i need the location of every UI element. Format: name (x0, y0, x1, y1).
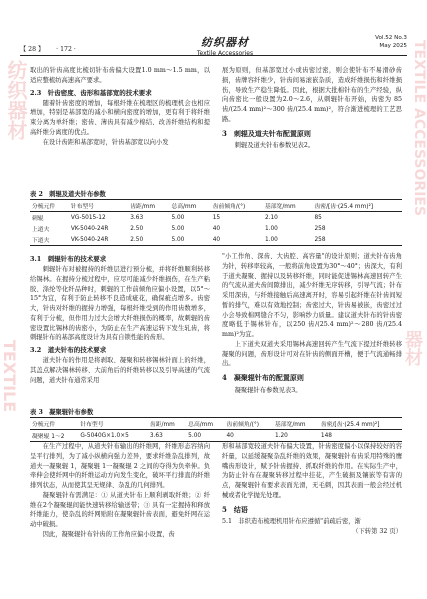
col-header: 基部宽/mm (263, 200, 313, 212)
cell: VK-5040-24R (69, 234, 128, 246)
section-heading-3-1: 3.1 刺辊针布的技术要求 (30, 255, 107, 263)
issue-info (375, 34, 407, 51)
col-header: 基部宽/mm (273, 418, 319, 430)
table-row (30, 234, 402, 246)
table-row (30, 212, 402, 224)
col-header: 齿距/mm (128, 200, 169, 212)
table-2-caption: 表 2 刺辊及道夫针布参数 (30, 191, 106, 198)
page-number-block (20, 44, 76, 53)
paragraph: 上下道夫双道夫采用锡林高速回转产生气流下提过纤维转移凝聚的问题，齿形设计可对在针齿的侧面开槽，便于气流通畅排出。 (222, 340, 402, 368)
cell: 1.00 (263, 234, 313, 246)
cell: 85 (314, 214, 322, 221)
lower-right-column (222, 442, 402, 537)
middle-left-column (30, 252, 210, 385)
journal-logo: 纺织器材 (201, 36, 249, 49)
page-left: 【 28 】 (20, 46, 45, 53)
section-heading-3: 3 刺辊及道夫针布配置原则 (222, 128, 311, 138)
lower-left-column (30, 442, 210, 540)
cell: 上道夫 (32, 227, 50, 233)
cell: 40 (211, 234, 263, 246)
paragraph: 取出的针齿高度比梳切针布齿偏大设置1.0 mm～1.5 mm，以适应整梳纺高速高产要求。 (30, 67, 210, 84)
col-header: 总高/mm (169, 200, 210, 212)
table-row (30, 223, 402, 234)
paragraph: "小工作角、深齿、大齿腔、高容量"的设计原则；道夫针布齿角为针，转移率较高，一般将前角设置为30°～40°；齿深大，有利于道夫凝聚、握持以及转移纤维，同时能促进锡林高速回转产生的气流从道夫齿间隙排出，减少纤维无序转移，引导气流；针布采用深齿，与纤维接触后高速离开时，容易引起纤维在针齿间短暂的排气，难以有效地控制；齿密过大，针齿易被嵌，齿密过过小会导致棉网缝合不匀，影响纱力质量。建议道夫针布的针齿密度略低于锡林针布，以250 齿/(25.4 mm)²～280 齿/(25.4 mm)²为宜。 (222, 253, 402, 338)
upper-left-column (30, 66, 210, 147)
col-header: 针布型号 (69, 200, 128, 212)
paragraph: 5.1 非织造布梳理机用针布应遵循"前疏后密，渐 (222, 518, 361, 526)
cell: 5.00 (186, 430, 224, 442)
col-header: 齿距/mm (148, 418, 186, 430)
col-header: 分梳元件 (30, 200, 69, 212)
cell: 2.50 (130, 225, 144, 232)
paragraph: 展为原则，但基部宽过小或齿密过密，则会使针布不易滑砂齿损，齿牌容纤维少，针齿间易滚嵌杂质，造成纤维损伤和纤维损伤，导致生产稳生降低。因此，根据大批棉针布的生产经验，纵向齿密比一般设置为2.0～2.6，从刺辊针布开始，齿密为 85 齿/(25.4 mm)²～300 齿/(25.4 mm)²，符合渐进梳理的工艺思路。 (222, 67, 402, 123)
cell: 2.50 (128, 234, 169, 246)
continued-note: （下转第 32 页） (352, 528, 402, 536)
cell: 下道夫 (30, 234, 69, 246)
table-row (30, 430, 402, 442)
table-header-row (30, 200, 402, 212)
issue-date: May 2025 (379, 43, 407, 50)
table-2 (30, 199, 402, 246)
cell: 40 (224, 430, 273, 442)
section-heading-4: 4 凝聚辊针布的配置原则 (222, 373, 304, 382)
cell: 1.20 (273, 430, 319, 442)
table-3-caption: 表 3 凝聚辊针布参数 (30, 409, 94, 416)
col-header: 针布型号 (78, 418, 148, 430)
paragraph: 在设计齿距和基部宽时，针齿基部宽以向小发 (42, 138, 169, 146)
paragraph: 刺辊针布对被握持的纤维层进行预分梳，并将纤维顺利转移给锡林。在握持分梳过程中，应尽可能减少纤维损伤，在生产粘胶、涤纶等化纤品种时，刺辊的工作前倾角应偏小设置，以5°～15°为宜，有利于防止转移不良造成疵花，确保疵点增多。齿密大，针齿对纤维的握持力增强，每根纤维受到的作用齿数增多，有利于分梳，但作用力过大会增大纤维损伤的概率，故刺辊的齿密设置比锡林的齿密小，为防止在生产高速运转下发生轧齿，将刺辊针布的基部高度设计为具有自锁性能的齿形。 (30, 266, 210, 342)
page-num: · 172 · (56, 46, 76, 53)
cell: 5.00 (171, 214, 185, 221)
cell: G-5040G×1.0×5 (78, 430, 148, 442)
col-header: 齿前倾角/(°) (211, 200, 263, 212)
volume: Vol.52 (375, 35, 393, 41)
table-3 (30, 417, 402, 442)
cell: 3.63 (130, 214, 144, 221)
header-rule (20, 55, 407, 56)
cell: 凝聚辊 1～2 (30, 430, 78, 442)
cell: VK-5040-24R (70, 225, 109, 232)
cell: 148 (319, 430, 402, 442)
page-header (20, 4, 407, 57)
journal-en: Textile Accessories (196, 50, 254, 57)
watermark-left-top: 纺织器材 (4, 60, 28, 140)
paragraph: 刺辊及道夫针布参数见表2。 (234, 142, 315, 150)
issue-no: No.3 (394, 35, 407, 41)
journal-title (170, 34, 280, 57)
cell: 5.00 (169, 234, 210, 246)
cell: 15 (212, 214, 221, 221)
cell: 40 (212, 225, 221, 232)
cell: VG-5015-12 (70, 214, 106, 221)
section-heading-2-3: 2.3 针齿密度、齿形和基部宽的技术要求 (30, 88, 152, 97)
col-header: 齿密/[齿·(25.4 mm)²] (319, 418, 402, 430)
cell: 刺辊 (32, 216, 44, 222)
col-header: 分梳元件 (30, 418, 78, 430)
col-header: 齿前倾角/(°) (224, 418, 273, 430)
paragraph: 形和基部宽较道夫针布偏大设置，针齿密度偏小以保持较好的容纤量，以延缓凝聚杂乱纤维的效果，凝聚辊针布齿采用特殊的鹰嘴齿形设计，赋予针齿握持、抓取纤维的作用。在实际生产中，为防止针布在凝聚转移过程中挂花，产生破损及镶嵌等有害的点，凝聚辊针布要求表面光滑，无毛刺，因其表面一般会经过机械或者化学抛光处理。 (222, 443, 402, 499)
cell: 1.00 (264, 225, 278, 232)
section-heading-3-2: 3.2 道夫针布的技术要求 (30, 346, 107, 355)
paragraph: 凝聚辊针布需满足：① 从道夫针布上顺利剥取纤维；② 纤维在2个凝聚辊间能快速转移给输送带；③ 具有一定握持和释放纤维能力，使杂乱的纤网贴附在凝聚辊针齿表面，避免纤网在运动中破损。 (30, 491, 210, 528)
watermark-right-top: TEXTILE ACCESSORIES (411, 40, 427, 217)
paragraph: 在生产过程中，从道夫针布输出的纤维网，纤维形态容纳向呈平行排列，为了减小纵横向强力差异，要求纤维杂乱排列，故道夫一凝聚辊 1，凝聚辊 1一凝聚辊 2 之间的夺得为负牵伸。负牵伸会使纤网中的纤维运动方向发生变化，破坏平行排直的纤维排列状态，从而使其呈无规律、杂乱的几何排列。 (30, 443, 210, 489)
paragraph: 道夫针布的作用是将剥取、凝聚和转移锡林针面上的纤维，其盖点解决锡林转移、大前角后的纤维转移以及引导高速的气流问题，道夫针布通常采用 (30, 357, 210, 384)
middle-right-column (222, 252, 402, 396)
watermark-left-bottom: TEXTILE (0, 340, 19, 413)
col-header: 总高/mm (186, 418, 224, 430)
cell: 5.00 (171, 225, 185, 232)
paragraph: 随着针齿密度的增加，每根纤维在梳理区的梳理机会也相应增加，特别是基部宽的减小和横向密度的增加，更有利于将纤维束分离为单纤维；密齿、薄齿具有减少棉结、改善纤维结构和提高纤维分离度的优点。 (30, 99, 210, 136)
cell: 258 (312, 234, 402, 246)
cell: 258 (314, 225, 326, 232)
cell: 3.63 (148, 430, 186, 442)
upper-right-column (222, 66, 402, 151)
table-header-row (30, 418, 402, 430)
col-header: 齿密/[齿·(25.4 mm)²] (312, 200, 402, 212)
paragraph: 因此，凝聚辊针布针齿的工作角应偏小设置，齿 (42, 530, 175, 538)
paragraph: 凝聚辊针布参数见表3。 (234, 386, 302, 394)
watermark-right-bottom: 器材 (402, 330, 423, 366)
cell: 2.10 (264, 214, 278, 221)
section-heading-5: 5 结语 (222, 504, 248, 514)
